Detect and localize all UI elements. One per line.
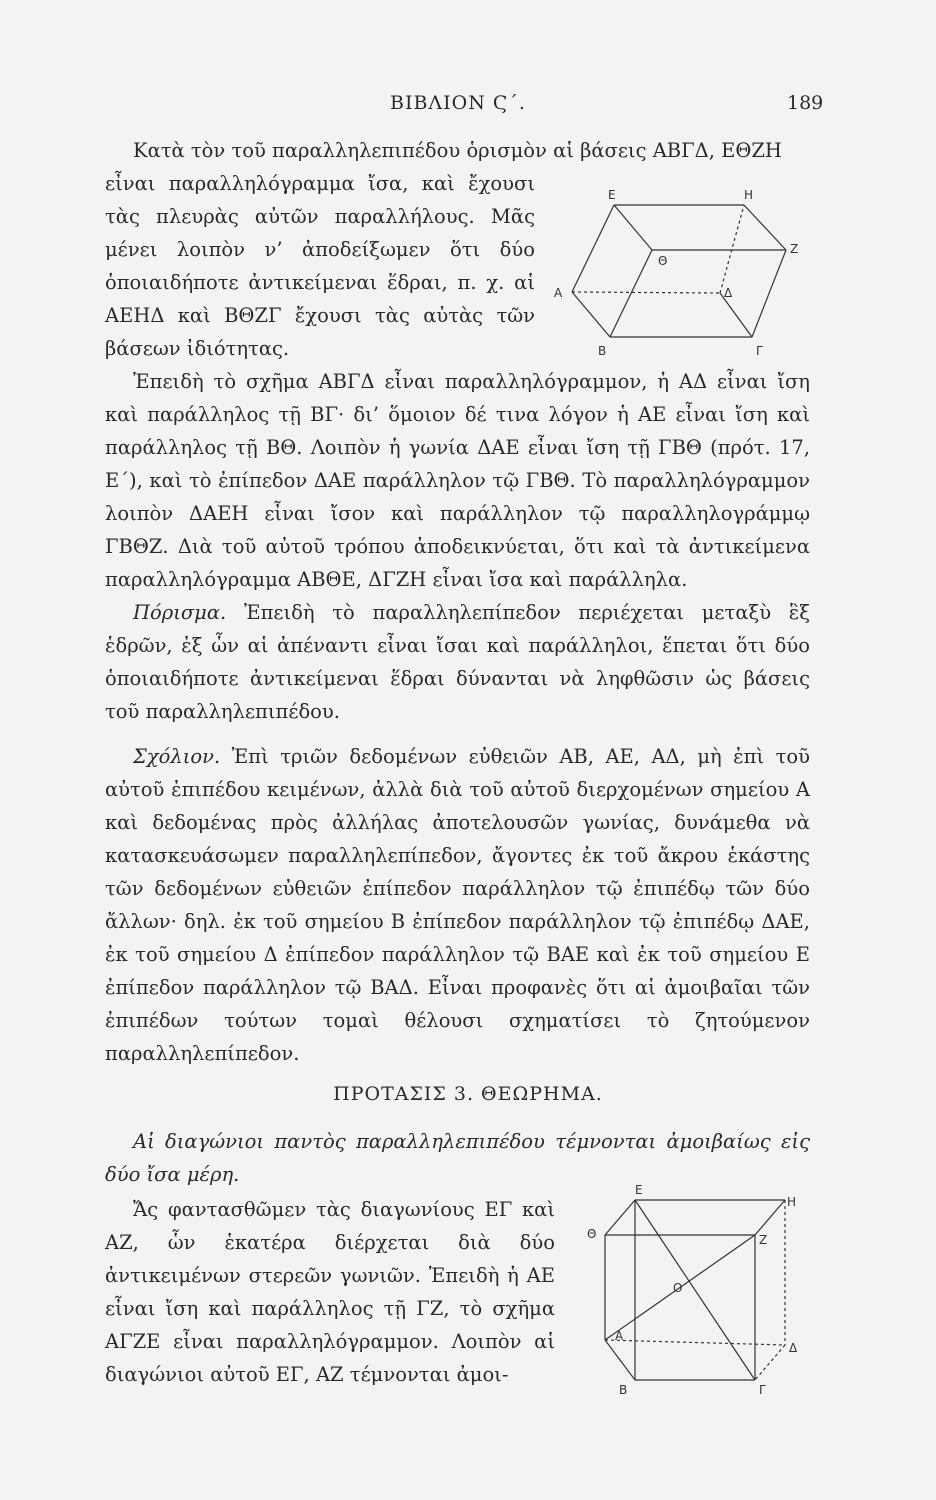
page-header xyxy=(0,92,936,122)
proposition-statement: Αἱ διαγώνιοι παντὸς παραλληλεπιπέδου τέμνονται ἀμοιβαίως εἰς δύο ἴσα μέρη. xyxy=(105,1130,810,1186)
scholium-paragraph xyxy=(105,740,810,1070)
fig2-label-z: Ζ xyxy=(759,1233,768,1247)
scholium-text: Ἐπὶ τριῶν δεδομένων εὐθειῶν ΑΒ, ΑΕ, ΑΔ, μὴ ἐπὶ τοῦ αὐτοῦ ἐπιπέδου κειμένων, ἀλλὰ διὰ τοῦ αὐτοῦ διερχομένων σημείου Α καὶ δεδομένας πρὸς ἀλλήλας ἀποτελουσῶν γωνίας, δυνάμεθα νὰ κατασκευάσωμεν παραλληλεπίπεδον, ἄγοντες ἐκ τοῦ ἄκρου ἑκάστης τῶν δεδομένων εὐθειῶν ἐπίπεδον παράλληλον τῷ ἐπιπέδῳ τῶν δύο ἄλλων· δηλ. ἐκ τοῦ σημείου Β ἐπίπεδον παράλληλον τῷ ἐπιπέδῳ ΔΑΕ, ἐκ τοῦ σημείου Δ ἐπίπεδον παράλληλον τῷ ΒΑΕ καὶ ἐκ τοῦ σημείου Ε ἐπίπεδον παράλληλον τῷ ΒΑΔ. Εἶναι προφανὲς ὅτι αἱ ἀμοιβαῖαι τῶν ἐπιπέδων τούτων τομαὶ θέλουσι σχηματίσει τὸ ζητούμενον παραλληλεπίπεδον. xyxy=(105,745,810,1065)
proposition-proof: Ἄς φαντασθῶμεν τὰς διαγωνίους ΕΓ καὶ ΑΖ, ὧν ἑκατέρα διέρχεται διὰ δύο ἀντικειμένων στερεῶν γωνιῶν. Ἐπειδὴ ἡ ΑΕ εἶναι ἴση καὶ παράλληλος τῇ ΓΖ, τὸ σχῆμα ΑΓΖΕ εἶναι παραλληλόγραμμον. Λοιπὸν αἱ διαγώνιοι αὐτοῦ ΕΓ, ΑΖ τέμνονται ἀμοι- xyxy=(105,1198,555,1386)
intro-wrapped-text: εἶναι παραλληλόγραμμα ἴσα, καὶ ἔχουσι τὰς πλευρὰς αὐτῶν παραλλήλους. Μᾶς μένει λοιπὸν ν’ ἀποδείξωμεν ὅτι δύο ὁποιαιδήποτε ἀντικείμεναι ἕδραι, π. χ. αἱ ΑΕΗΔ καὶ ΒΘΖΓ ἔχουσι τὰς αὐτὰς τῶν βάσεων ἰδιότητας. xyxy=(105,172,535,360)
fig2-label-g: Γ xyxy=(759,1383,766,1397)
fig1-label-h: Η xyxy=(744,188,754,202)
porism-paragraph xyxy=(105,596,810,728)
scholium-label: Σχόλιον. xyxy=(133,745,221,768)
intro-wrapped-text-block xyxy=(105,167,535,365)
proposition-proof-block xyxy=(105,1193,555,1391)
fig2-label-b: Β xyxy=(619,1383,628,1397)
fig2-label-a: Α xyxy=(615,1329,624,1343)
fig2-label-th: Θ xyxy=(587,1227,597,1241)
fig2-label-d: Δ xyxy=(789,1341,798,1355)
fig1-label-b: Β xyxy=(598,344,607,358)
running-head: ΒΙΒΛΙΟΝ Ϛ΄. xyxy=(390,92,526,114)
proof-paragraph: Ἐπειδὴ τὸ σχῆμα ΑΒΓΔ εἶναι παραλληλόγραμμον, ἡ ΑΔ εἶναι ἴση καὶ παράλληλος τῇ ΒΓ· δι’ ὅμοιον δέ τινα λόγον ἡ ΑΕ εἶναι ἴση καὶ παράλληλος τῇ ΒΘ. Λοιπὸν ἡ γωνία ΔΑΕ εἶναι ἴση τῇ ΓΒΘ (πρότ. 17, Ε΄), καὶ τὸ ἐπίπεδον ΔΑΕ παράλληλον τῷ ΓΒΘ. Τὸ παραλληλόγραμμον λοιπὸν ΔΑΕΗ εἶναι ἴσον καὶ παράλληλον τῷ παραλληλογράμμῳ ΓΒΘΖ. Διὰ τοῦ αὐτοῦ τρόπου ἀποδεικνύεται, ὅτι καὶ τὰ ἀντικείμενα παραλληλόγραμμα ΑΒΘΕ, ΔΓΖΗ εἶναι ἴσα καὶ παράλληλα. xyxy=(105,370,810,591)
proposition-heading: ΠΡΟΤΑΣΙΣ 3. ΘΕΩΡΗΜΑ. xyxy=(333,1083,603,1105)
fig1-label-a: Α xyxy=(554,286,563,300)
page-number: 189 xyxy=(787,92,824,114)
fig1-label-th: Θ xyxy=(658,254,668,268)
intro-first-line: Κατὰ τὸν τοῦ παραλληλεπιπέδου ὁρισμὸν αἱ βάσεις ΑΒΓΔ, ΕΘΖΗ xyxy=(133,139,782,162)
fig1-label-g: Γ xyxy=(756,344,763,358)
fig1-label-e: Ε xyxy=(608,188,616,202)
fig1-label-d: Δ xyxy=(724,286,733,300)
figure-parallelepiped-1 xyxy=(542,185,810,365)
fig2-label-h: Η xyxy=(787,1195,797,1209)
main-text-block xyxy=(105,365,810,1070)
figure-parallelepiped-2 xyxy=(575,1180,815,1400)
fig2-label-o: Ο xyxy=(673,1281,683,1295)
porism-label: Πόρισμα. xyxy=(133,601,227,624)
fig2-label-e: Ε xyxy=(635,1183,643,1197)
porism-text: Ἐπειδὴ τὸ παραλληλεπίπεδον περιέχεται μεταξὺ ἓξ ἑδρῶν, ἐξ ὧν αἱ ἀπέναντι εἶναι ἴσαι καὶ παράλληλοι, ἕπεται ὅτι δύο ὁποιαιδήποτε ἀντικείμεναι ἕδραι δύνανται νὰ ληφθῶσιν ὡς βάσεις τοῦ παραλληλεπιπέδου. xyxy=(105,601,811,723)
intro-first-line-block xyxy=(105,134,810,167)
fig1-label-z: Ζ xyxy=(790,242,799,256)
